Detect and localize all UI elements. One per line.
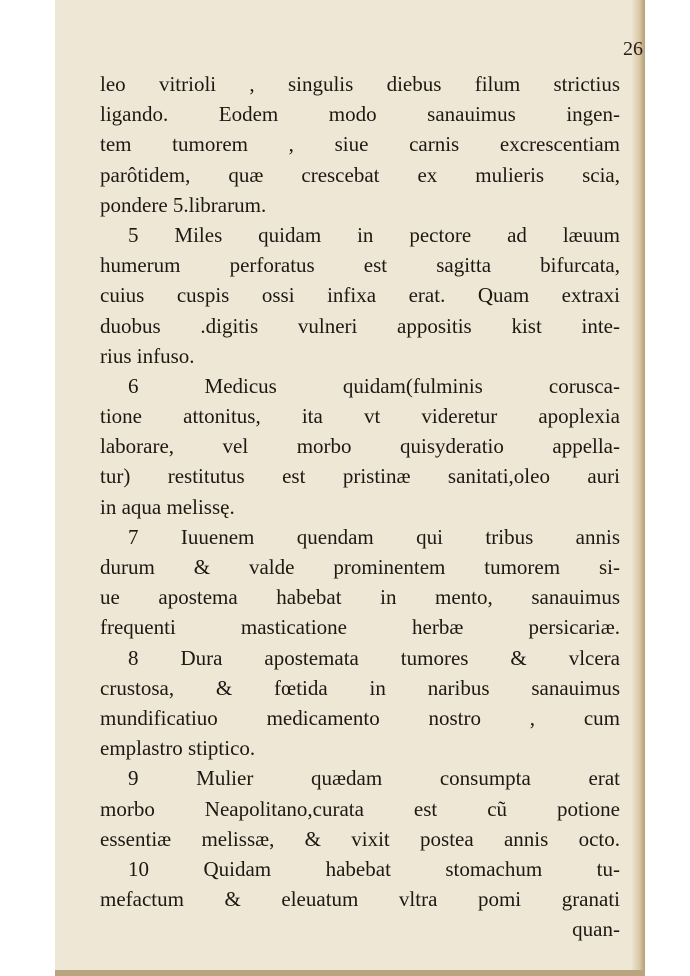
text-line: in aqua melissę. xyxy=(100,494,235,519)
text-line: 5 Miles quidam in pectore ad læuum xyxy=(128,222,620,247)
page-number: 26 xyxy=(623,38,643,60)
text-line: durum & valde prominentem tumorem si- xyxy=(100,555,620,579)
text-line: rius infuso. xyxy=(100,343,195,368)
text-line: leo vitrioli , singulis diebus filum strictius xyxy=(100,72,620,96)
text-line: ue apostema habebat in mento, sanauimus xyxy=(100,585,620,610)
text-line: pondere 5.librarum. xyxy=(100,192,267,217)
text-line: 8 Dura apostemata tumores & vlcera xyxy=(128,645,620,670)
text-line: frequenti masticatione herbæ persicariæ. xyxy=(100,615,620,640)
text-line: essentiæ melissæ, & vixit postea annis octo. xyxy=(100,826,620,851)
text-line: 7 Iuuenem quendam qui tribus annis xyxy=(128,524,620,549)
text-line: mefactum & eleuatum vltra pomi granati xyxy=(100,887,620,912)
text-line: tione attonitus, ita vt videretur apoplexia xyxy=(100,404,620,429)
text-line: crustosa, & fœtida in naribus sanauimus xyxy=(100,675,620,700)
text-line: ligando. Eodem modo sanauimus ingen- xyxy=(100,102,620,127)
page-text-block xyxy=(100,69,620,944)
text-line: 6 Medicus quidam(fulminis coruscа- xyxy=(128,373,620,398)
text-line: humerum perforatus est sagitta bifurcata, xyxy=(100,253,620,278)
text-line: morbo Neapolitano,curata est cũ potione xyxy=(100,796,620,821)
text-line: tur) restitutus est pristinæ sanitati,oleo auri xyxy=(100,464,620,489)
text-line: parôtidem, quæ crescebat ex mulieris scia, xyxy=(100,162,620,187)
text-line: 10 Quidam habebat stomachum tu- xyxy=(128,856,620,881)
text-line: 9 Mulier quædam consumpta erat xyxy=(128,766,620,791)
text-line: cuius cuspis ossi infixa erat. Quam extraxi xyxy=(100,283,620,308)
text-line: mundificatiuo medicamento nostro , cum xyxy=(100,705,620,730)
text-line: tem tumorem , siue carnis excrescentiam xyxy=(100,132,620,157)
page-bottom-edge xyxy=(55,970,645,976)
text-line: emplastro stiptico. xyxy=(100,736,256,761)
page-edge-shadow xyxy=(631,0,645,976)
text-line: laborare, vel morbo quisyderatio appella- xyxy=(100,434,620,459)
catchword: quan- xyxy=(572,917,620,942)
text-line: duobus .digitis vulneri appositis kist inte- xyxy=(100,313,620,338)
